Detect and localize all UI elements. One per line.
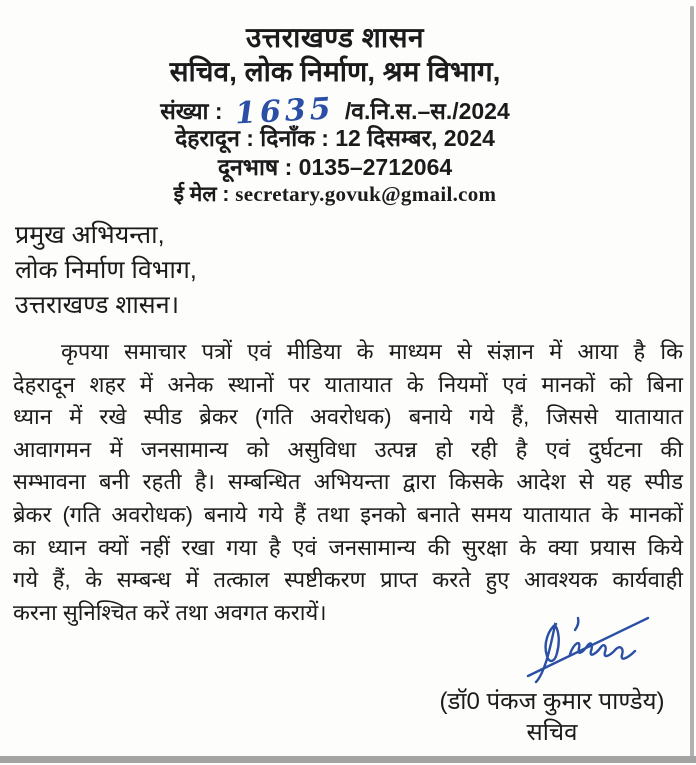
body-line: सम्भावना बनी रहती है। सम्बन्धित अभियन्ता द्वारा किसके आदेश से यह स्पीड — [13, 469, 683, 495]
body-line: करना सुनिश्चित करें तथा अवगत करायें। — [13, 599, 327, 625]
addressee-designation: प्रमुख अभियन्ता, — [15, 221, 165, 249]
body-line: आवागमन में जनसामान्य को असुविधा उत्पन्न हो रही है एवं दुर्घटना की — [13, 436, 683, 462]
signatory-designation: सचिव — [526, 719, 578, 746]
body-line: कृपया समाचार पत्रों एवं मीडिया के माध्यम से संज्ञान में आया है कि — [61, 339, 683, 364]
body-line: ध्यान में रखे स्पीड ब्रेकर (गति अवरोधक) बनाये गये हैं, जिससे यातायात — [13, 404, 683, 430]
email-line — [95, 184, 575, 205]
letterhead — [95, 24, 575, 205]
letter-number-label: संख्या : — [160, 98, 223, 124]
letter-number-line — [95, 91, 575, 132]
letter-number-suffix: /व.नि.स.–स./2024 — [344, 98, 510, 124]
scan-edge-bottom — [0, 756, 696, 763]
addressee-block — [15, 218, 197, 323]
body-line: गये हैं, के सम्बन्ध में तत्काल स्पष्टीकरण प्राप्त करते हुए आवश्यक कार्यवाही — [13, 567, 683, 593]
department-line: सचिव, लोक निर्माण, श्रम विभाग, — [169, 56, 501, 87]
addressee-department: लोक निर्माण विभाग, — [15, 256, 197, 284]
letter-body — [13, 336, 683, 629]
handwritten-letter-number: 1635 — [234, 91, 336, 132]
place-date-line: देहरादून : दिनाँक : 12 दिसम्बर, 2024 — [175, 125, 495, 151]
signature-scribble — [520, 610, 658, 686]
signatory-block — [436, 686, 668, 748]
email-label: ई मेल : — [173, 183, 230, 206]
email-address: secretary.govuk@gmail.com — [235, 182, 497, 206]
government-name: उत्तराखण्ड शासन — [245, 22, 425, 53]
body-line: ब्रेकर (गति अवरोधक) बनाये गये हैं तथा इनको बनाते समय यातायात के मानकों — [13, 501, 683, 527]
signatory-name: (डॉ0 पंकज कुमार पाण्डेय) — [439, 688, 665, 715]
phone-line: दूनभाष : 0135–2712064 — [217, 154, 453, 180]
addressee-government: उत्तराखण्ड शासन। — [15, 291, 180, 319]
body-line: देहरादून शहर में अनेक स्थानों पर यातायात के नियमों एवं मानकों को बिना — [13, 371, 683, 397]
scan-edge-right — [690, 6, 694, 759]
body-line: का ध्यान क्यों नहीं रखा गया है एवं जनसामान्य की सुरक्षा के क्या प्रयास किये — [13, 534, 683, 560]
